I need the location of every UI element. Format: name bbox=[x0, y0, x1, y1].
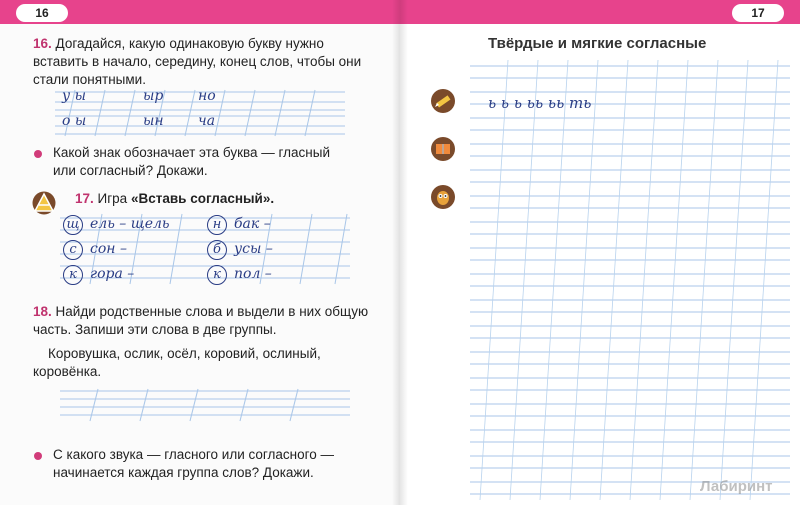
ex17-item2-letter: н bbox=[207, 215, 227, 235]
bullet-icon bbox=[34, 150, 42, 158]
triangle-icon bbox=[31, 191, 57, 215]
page-number-left: 16 bbox=[16, 4, 68, 22]
question1-line1: Какой знак обозначает эта буква — гласный bbox=[53, 145, 330, 160]
ex17-item3-text: сон – bbox=[90, 241, 127, 257]
book-spine bbox=[392, 0, 408, 505]
ex17-item1-text: ель – щель bbox=[90, 216, 170, 232]
ex17-number: 17. bbox=[75, 191, 94, 206]
ex17-item3-letter: с bbox=[63, 240, 83, 260]
ex16-text3: стали понятными. bbox=[33, 72, 146, 87]
lesson-title: Твёрдые и мягкие согласные bbox=[488, 35, 707, 52]
question2-line2: начинается каждая группа слов? Докажи. bbox=[53, 465, 314, 480]
ex16-text1: Догадайся, какую одинаковую букву нужно bbox=[55, 36, 324, 51]
question2-line1: С какого звука — гласного или согласного — bbox=[53, 447, 335, 462]
ex18-text2: часть. Запиши эти слова в две группы. bbox=[33, 322, 277, 337]
page-number-right: 17 bbox=[732, 4, 784, 22]
ex17-item6-letter: к bbox=[207, 265, 227, 285]
ex16-row2-word1: о ы bbox=[62, 113, 87, 129]
right-page bbox=[400, 0, 800, 505]
ex17-item5-text: гора – bbox=[90, 266, 135, 282]
ex17-title: «Вставь согласный». bbox=[130, 191, 275, 206]
owl-icon bbox=[430, 184, 456, 210]
watermark bbox=[700, 478, 773, 495]
ex17-item6-text: пол – bbox=[234, 266, 272, 282]
ex16-text2: вставить в начало, середину, конец слов, чтобы они bbox=[33, 54, 362, 69]
pencil-icon bbox=[430, 88, 456, 114]
ex17-item4-letter: б bbox=[207, 240, 227, 260]
book-icon bbox=[430, 136, 456, 162]
ex18-words1: Коровушка, ослик, осёл, коровий, ослиный, bbox=[48, 346, 321, 361]
ex17-item2-text: бак – bbox=[234, 216, 271, 232]
cursive-sample: ь ь ь ьь ьь ть bbox=[488, 94, 592, 112]
bullet-icon bbox=[34, 452, 42, 460]
ex18-writing-lines bbox=[60, 385, 360, 425]
ex16-row1-word1: у ы bbox=[62, 88, 86, 104]
ex18-text1: Найди родственные слова и выдели в них общую bbox=[55, 304, 369, 319]
ex17-header bbox=[75, 190, 274, 208]
ex18-number: 18. bbox=[33, 304, 52, 319]
ex16-line1 bbox=[33, 35, 324, 53]
copybook-ruling bbox=[470, 60, 790, 500]
ex17-item5-letter: к bbox=[63, 265, 83, 285]
watermark-text: Лабиринт bbox=[700, 478, 773, 495]
ex17-item4-text: усы – bbox=[234, 241, 273, 257]
ex16-row2-word3: ча bbox=[198, 113, 216, 129]
question1-line2: или согласный? Докажи. bbox=[53, 163, 208, 178]
ex18-words2: коровёнка. bbox=[33, 364, 102, 379]
ex17-prefix: Игра bbox=[97, 191, 128, 206]
ex18-line1 bbox=[33, 303, 368, 321]
ex16-row1-word2: ыр bbox=[143, 88, 164, 104]
ex17-item1-letter: щ bbox=[63, 215, 83, 235]
ex16-row2-word2: ын bbox=[143, 113, 164, 129]
ex16-number: 16. bbox=[33, 36, 52, 51]
ex16-row1-word3: но bbox=[198, 88, 216, 104]
